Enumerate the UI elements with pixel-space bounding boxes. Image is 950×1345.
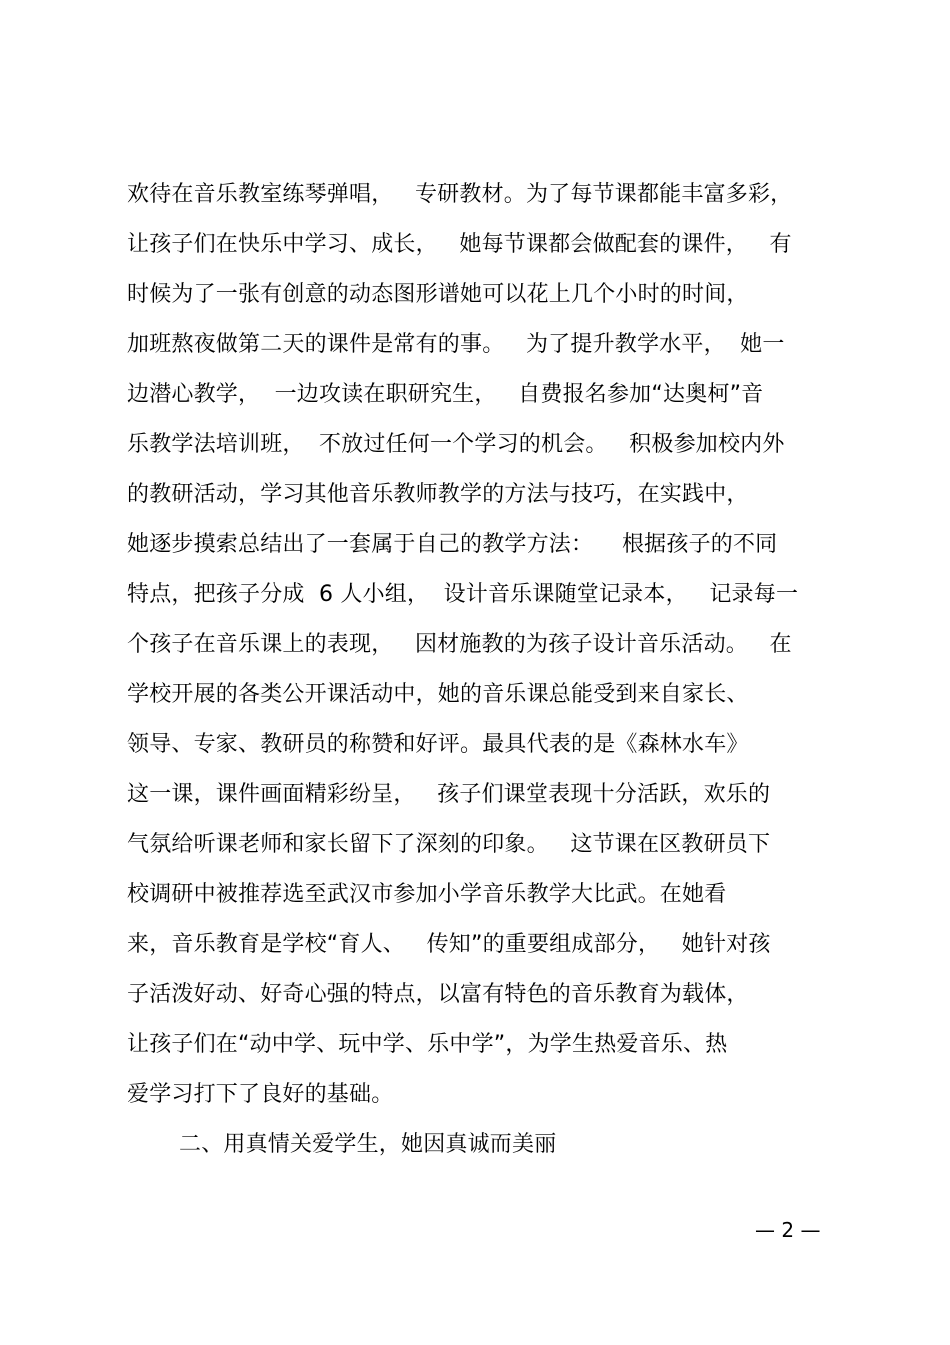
text-line: 特点，把孩子分成 6 人小组， 设计音乐课随堂记录本， 记录每一 — [127, 582, 799, 607]
text-line: 个孩子在音乐课上的表现， 因材施教的为孩子设计音乐活动。 在 — [127, 632, 792, 657]
text-line: 加班熬夜做第二天的课件是常有的事。 为了提升教学水平， 她一 — [127, 332, 785, 357]
body-text — [127, 175, 837, 1175]
text-line: 让孩子们在“动中学、玩中学、乐中学”，为学生热爱音乐、热 — [127, 1032, 728, 1057]
text-line: 领导、专家、教研员的称赞和好评。最具代表的是《森林水车》 — [127, 732, 749, 757]
text-line: 让孩子们在快乐中学习、成长， 她每节课都会做配套的课件， 有 — [127, 232, 792, 257]
text-line: 这一课，课件画面精彩纷呈， 孩子们课堂表现十分活跃，欢乐的 — [127, 782, 771, 807]
text-line: 来，音乐教育是学校“育人、 传知”的重要组成部分， 她针对孩 — [127, 932, 771, 957]
text-line: 欢待在音乐教室练琴弹唱， 专研教材。为了每节课都能丰富多彩， — [127, 182, 793, 207]
section-heading: 二、用真情关爱学生，她因真诚而美丽 — [179, 1132, 557, 1157]
text-line: 学校开展的各类公开课活动中，她的音乐课总能受到来自家长、 — [127, 682, 749, 707]
text-line: 爱学习打下了良好的基础。 — [127, 1082, 394, 1107]
text-line: 校调研中被推荐选至武汉市参加小学音乐教学大比武。在她看 — [127, 882, 727, 907]
page-number: — 2 — — [755, 1218, 821, 1242]
text-line: 的教研活动，学习其他音乐教师教学的方法与技巧，在实践中， — [127, 482, 749, 507]
text-line: 气氛给听课老师和家长留下了深刻的印象。 这节课在区教研员下 — [127, 832, 771, 857]
text-line: 子活泼好动、好奇心强的特点，以富有特色的音乐教育为载体， — [127, 982, 749, 1007]
text-line: 她逐步摸索总结出了一套属于自己的教学方法： 根据孩子的不同 — [127, 532, 778, 557]
text-line: 乐教学法培训班， 不放过任何一个学习的机会。 积极参加校内外 — [127, 432, 785, 457]
text-line: 时候为了一张有创意的动态图形谱她可以花上几个小时的时间， — [127, 282, 749, 307]
text-line: 边潜心教学， 一边攻读在职研究生， 自费报名参加“达奥柯”音 — [127, 382, 764, 407]
